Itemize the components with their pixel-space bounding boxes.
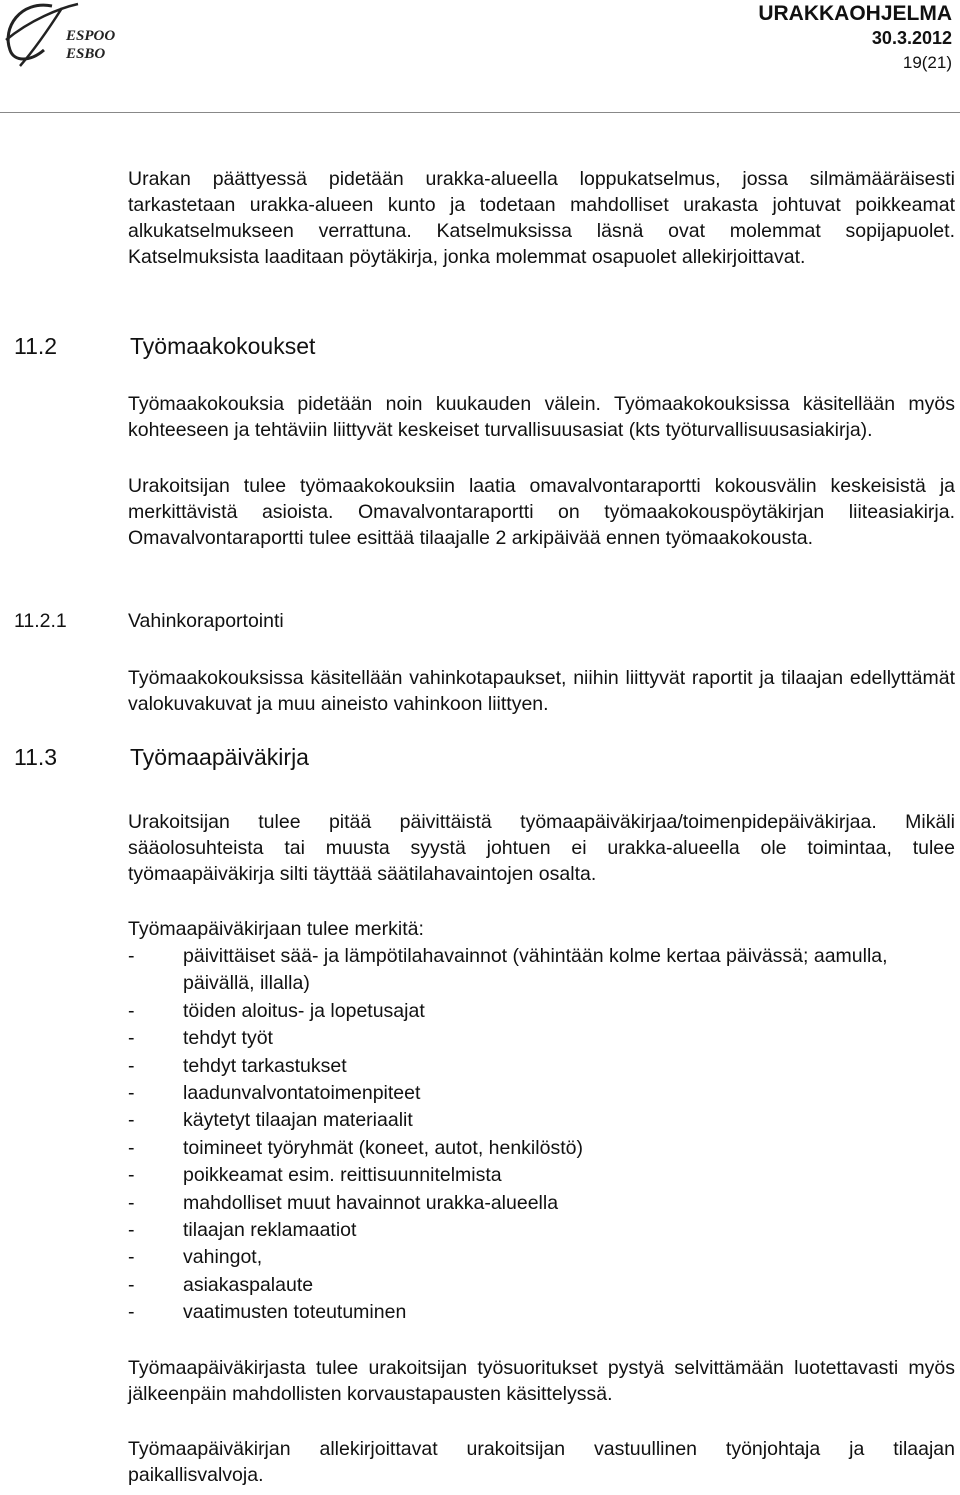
list-item-text: asiakaspalaute [183,1273,314,1296]
list-marker: - [128,1191,135,1214]
section-heading-11-2 [14,333,315,360]
section-number: 11.2.1 [14,610,67,632]
list-marker: - [128,1054,135,1077]
list-item [128,1025,960,1052]
section-title: Työmaapäiväkirja [130,744,309,770]
logo-text-1: ESPOO [66,28,116,44]
list-item [128,1162,960,1189]
list-item [128,1272,960,1299]
document-date: 30.3.2012 [871,28,952,48]
list-marker: - [128,1219,135,1242]
paragraph-meetings-2: Urakoitsijan tulee työmaakokouksiin laatia omavalvontaraportti kokousvälin keskeisistä ja merkittävistä asioista. Omavalvontaraportti on työmaakokouspöytäkirjan liiteasiakirja. Omavalvontaraportti tulee esittää tilaajalle 2 arkipäivää ennen työmaakokousta. [128,475,955,549]
espoo-esbo-logo [0,0,140,70]
logo-text-2: ESBO [66,46,106,62]
list-intro: Työmaapäiväkirjaan tulee merkitä: [128,918,424,940]
list-item [128,1299,960,1326]
list-item-text: päivittäiset sää- ja lämpötilahavainnot (vähintään kolme kertaa päivässä; aamulla, päivällä, illalla) [183,945,888,995]
list-item-text: käytetyt tilaajan materiaalit [183,1109,413,1132]
intro-paragraph: Urakan päättyessä pidetään urakka-alueella loppukatselmus, jossa silmämääräisesti tarkastetaan urakka-alueen kunto ja todetaan mahdolliset urakasta johtuvat poikkeamat alkukatselmukseen verrattuna. Katselmuksissa läsnä ovat molemmat sopijapuolet. Katselmuksista laaditaan pöytäkirja, jonka molemmat osapuolet allekirjoittavat. [128,168,955,268]
espoo-logo-icon [0,0,140,70]
list-item-text: poikkeamat esim. reittisuunnitelmista [183,1164,502,1187]
list-item-text: vaatimusten toteutuminen [183,1301,407,1324]
list-item-text: tehdyt työt [183,1027,273,1050]
list-marker: - [128,1027,135,1050]
list-item-text: mahdolliset muut havainnot urakka-alueella [183,1191,559,1214]
section-number: 11.3 [14,744,58,770]
list-item [128,998,960,1025]
paragraph-site-diary: Urakoitsijan tulee pitää päivittäistä työmaapäiväkirjaa/toimenpidepäiväkirjaa. Mikäli sääolosuhteista tai muusta syystä johtuen ei urakka-alueella ole toimintaa, tulee työmaapäiväkirja silti täyttää säätilahavaintojen osalta. [128,811,955,885]
list-marker: - [128,1109,135,1132]
list-item-text: toimineet työryhmät (koneet, autot, henkilöstö) [183,1136,583,1159]
list-item-text: vahingot, [183,1246,263,1269]
list-item [128,1107,960,1134]
diary-entries-list [128,943,960,1327]
list-marker: - [128,1273,135,1296]
list-item [128,943,960,998]
section-number: 11.2 [14,333,58,359]
list-item [128,1244,960,1271]
paragraph-damage-reporting: Työmaakokouksissa käsitellään vahinkotapaukset, niihin liittyvät raportit ja tilaajan edellyttämät valokuvakuvat ja muu aineisto vahinkoon liittyen. [128,667,955,715]
list-marker: - [128,999,135,1022]
list-item [128,1135,960,1162]
list-item-text: töiden aloitus- ja lopetusajat [183,999,425,1022]
list-marker: - [128,1246,135,1269]
list-marker: - [128,1164,135,1187]
list-item [128,1053,960,1080]
list-item-text: tilaajan reklamaatiot [183,1219,357,1242]
list-marker: - [128,1136,135,1159]
list-item-text: laadunvalvontatoimenpiteet [183,1082,421,1105]
paragraph-diary-purpose: Työmaapäiväkirjasta tulee urakoitsijan työsuoritukset pystyä selvittämään luotettavasti myös jälkeenpäin mahdollisten korvaustapausten käsittelyssä. [128,1357,955,1405]
list-marker: - [128,945,135,967]
list-item-text: tehdyt tarkastukset [183,1054,347,1077]
header-divider [0,112,960,113]
section-title: Vahinkoraportointi [128,610,284,632]
list-item [128,1217,960,1244]
section-heading-11-3 [14,744,309,771]
page-number: 19(21) [902,53,952,72]
paragraph-meetings-1: Työmaakokouksia pidetään noin kuukauden välein. Työmaakokouksissa käsitellään myös kohteeseen ja tehtäviin liittyvät keskeiset turvallisuusasiat (kts työturvallisuusasiakirja). [128,393,955,441]
list-marker: - [128,1082,135,1105]
paragraph-diary-signatures: Työmaapäiväkirjan allekirjoittavat urakoitsijan vastuullinen työnjohtaja ja tilaajan paikallisvalvoja. [128,1438,955,1486]
list-marker: - [128,1301,135,1324]
list-item [128,1080,960,1107]
section-title: Työmaakokoukset [130,333,316,359]
list-item [128,1190,960,1217]
section-heading-11-2-1 [14,610,284,633]
document-title: URAKKAOHJELMA [758,2,952,25]
